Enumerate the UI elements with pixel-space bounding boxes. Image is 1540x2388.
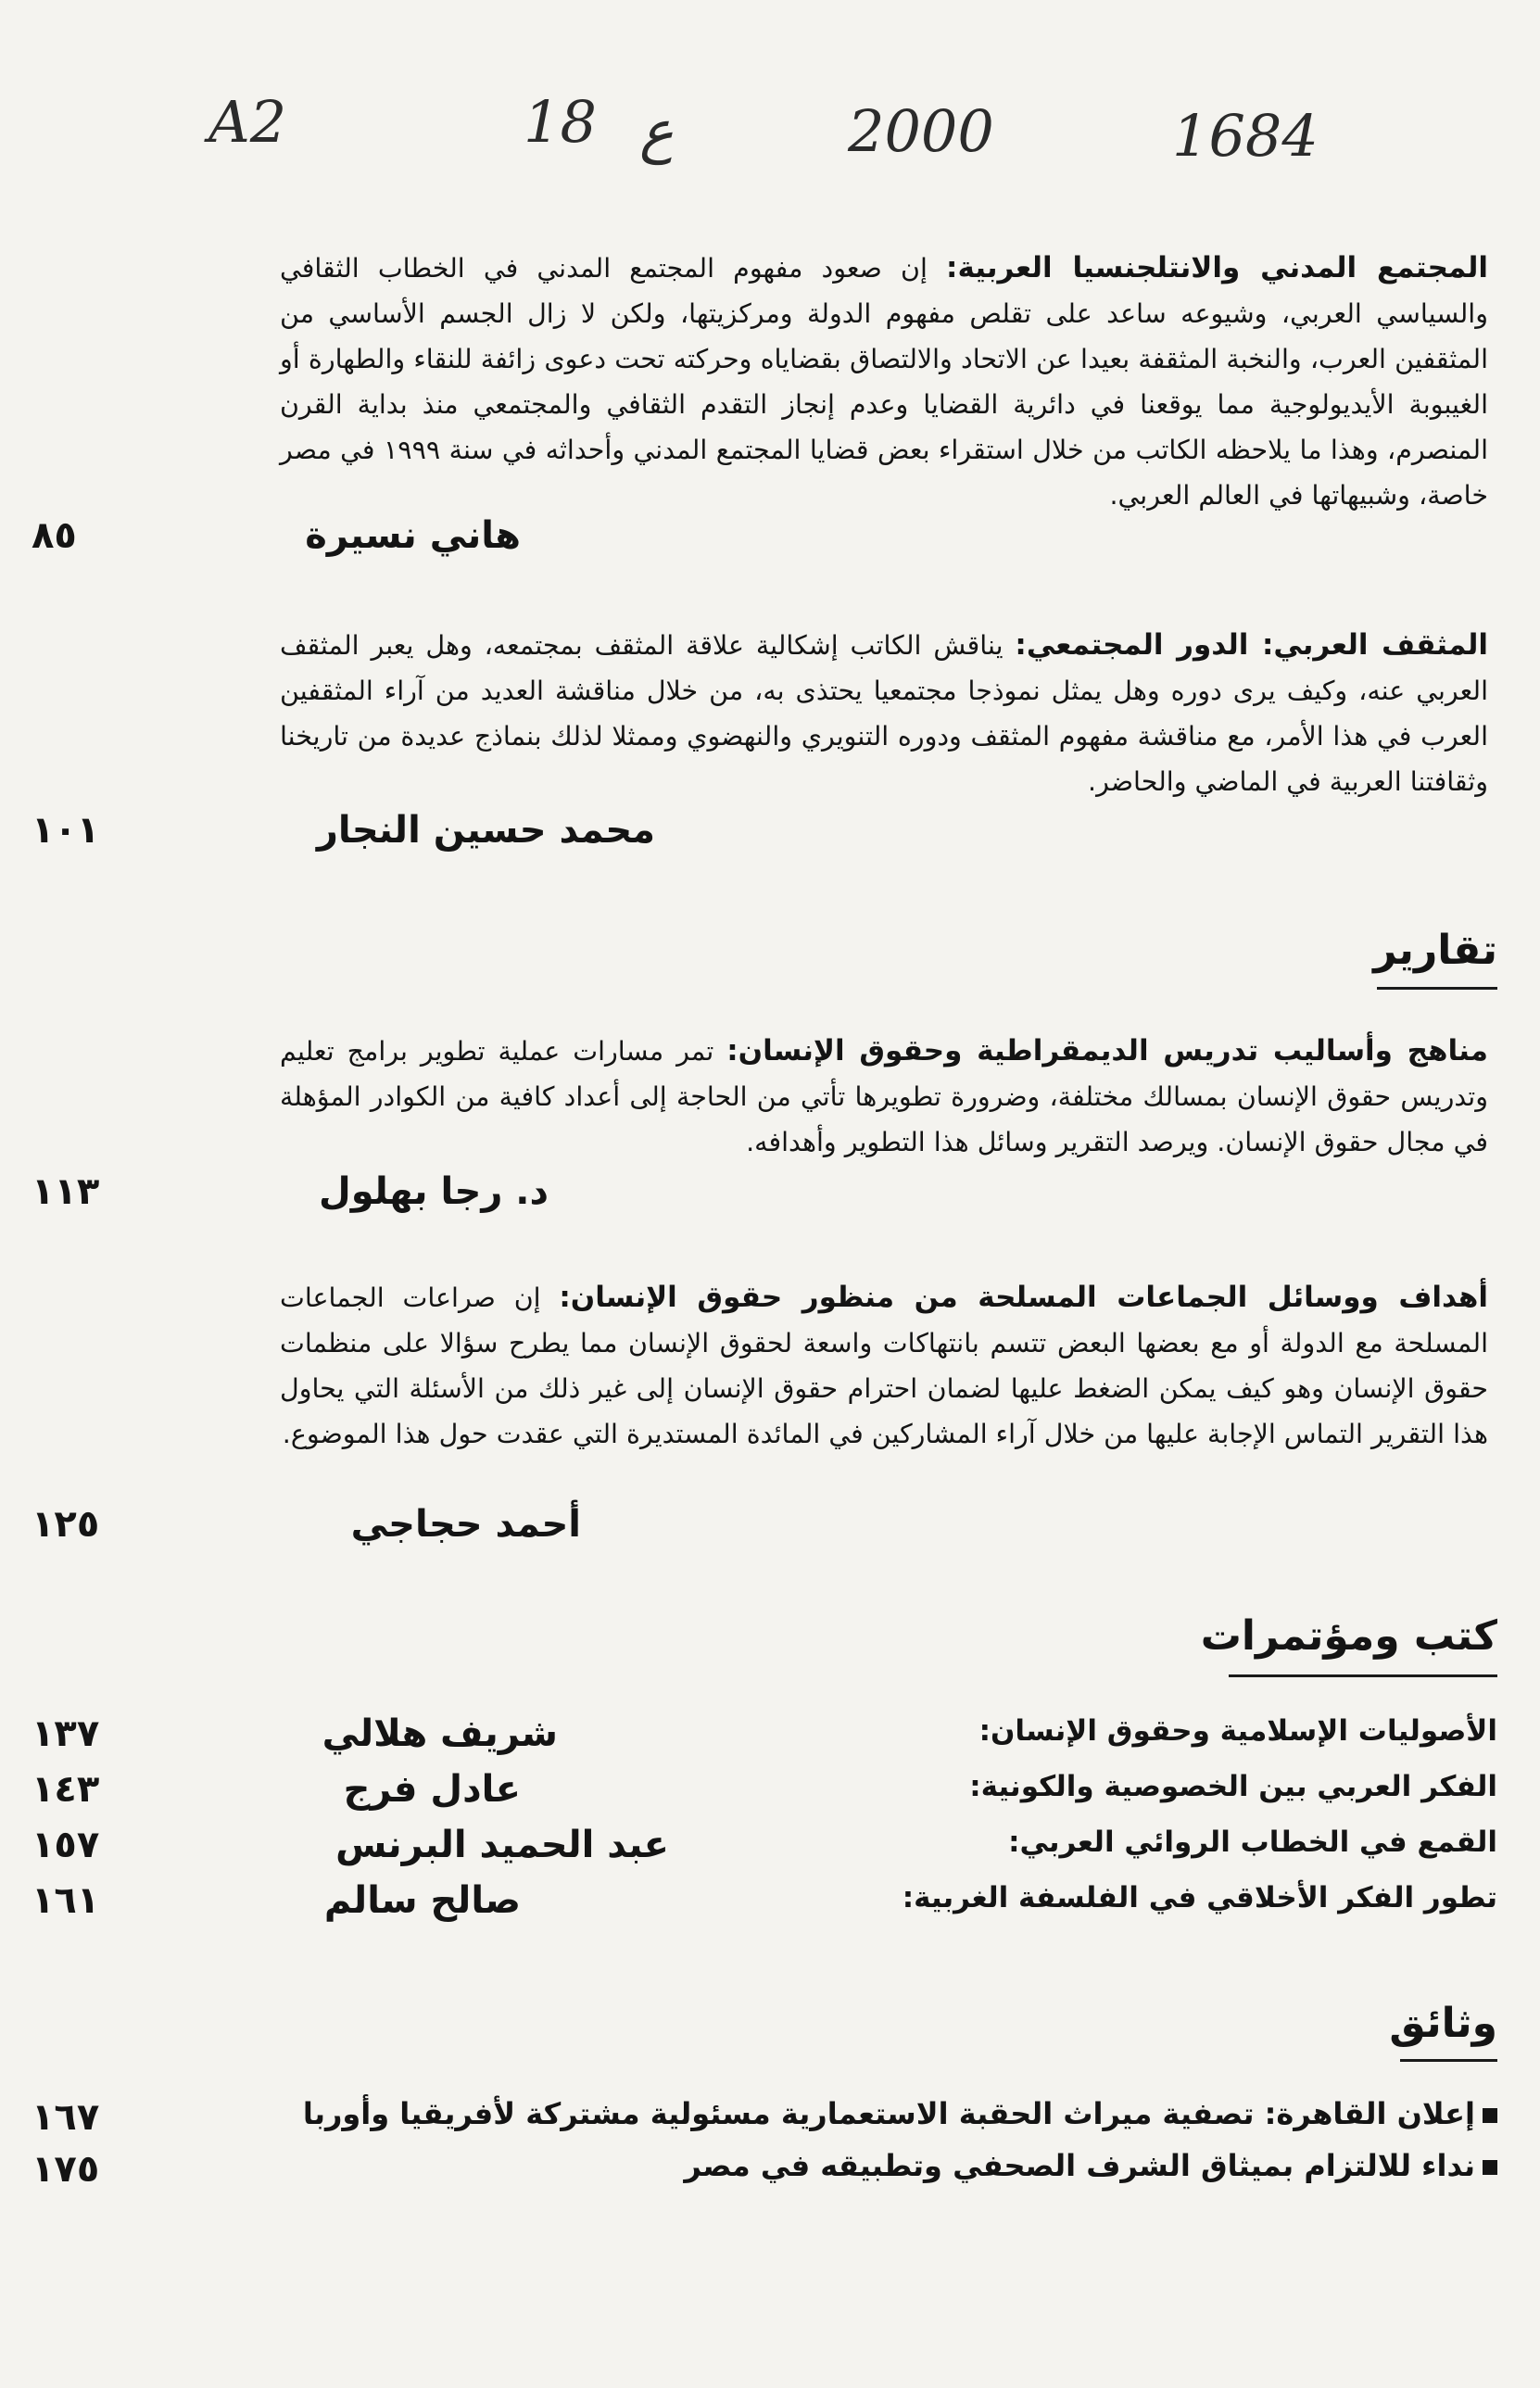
report-summary: تمر مسارات عملية تطوير برامج تعليم وتدريس حقوق الإنسان بمسالك مختلفة، وضرورة تطويرها تأتي من الحاجة إلى أعداد كافية من الكوادر المؤهلة في مجال حقوق الإنسان. ويرصد التقرير وسائل هذا التطوير وأهدافه. xyxy=(280,1036,1488,1157)
handwritten-letter: ع xyxy=(639,97,674,165)
book-author: شريف هلالي xyxy=(322,1712,558,1755)
handwritten-id: 1684 xyxy=(1172,102,1319,170)
book-title: القمع في الخطاب الروائي العربي: xyxy=(1008,1826,1497,1859)
page-number: ١٢٥ xyxy=(32,1503,100,1546)
report-summary: إن صراعات الجماعات المسلحة مع الدولة أو مع بعضها البعض تتسم بانتهاكات واسعة لحقوق الإنسان مما يطرح سؤالا على منظمات حقوق الإنسان وهو كيف يمكن الضغط عليها لضمان احترام حقوق الإنسان إلى غير ذلك من الأسئلة التي يحاول هذا التقرير التماس الإجابة عليها من خلال آراء المشاركين في المائدة المستديرة التي عقدت حول هذا الموضوع. xyxy=(280,1282,1488,1449)
book-author: عبد الحميد البرنس xyxy=(335,1824,669,1866)
report-entry xyxy=(280,1029,1488,1165)
handwritten-number: 18 xyxy=(524,88,597,156)
document-item xyxy=(684,2148,1497,2183)
report-author: أحمد حجاجي xyxy=(350,1503,581,1546)
page-number: ١٦٧ xyxy=(32,2096,100,2139)
book-author: عادل فرج xyxy=(343,1768,521,1811)
report-author: د. رجا بهلول xyxy=(319,1170,549,1213)
page-number: ١٧٥ xyxy=(32,2148,100,2191)
book-title: تطور الفكر الأخلاقي في الفلسفة الغربية: xyxy=(902,1881,1497,1914)
page-number: ١٥٧ xyxy=(32,1824,100,1866)
article-summary: إن صعود مفهوم المجتمع المدني في الخطاب الثقافي والسياسي العربي، وشيوعه ساعد على تقلص مفهوم الدولة ومركزيتها، ولكن لا زال الجسم الأساسي من المثقفين العرب، والنخبة المثقفة بعيدا عن الاتحاد والالتصاق بقضاياه وحركته تحت دعوى زائفة للنقاء والطهارة أو الغيبوبة الأيديولوجية مما يوقعنا في دائرية القضايا وعدم إنجاز التقدم الثقافي والمجتمعي منذ بداية القرن المنصرم، وهذا ما يلاحظه الكاتب من خلال استقراء بعض قضايا المجتمع المدني وأحداثه في سنة ١٩٩٩ في مصر خاصة، وشبيهاتها في العالم العربي. xyxy=(280,253,1488,511)
square-bullet-icon xyxy=(1483,2108,1497,2123)
section-divider xyxy=(1400,2059,1497,2062)
page-number: ١٣٧ xyxy=(32,1712,100,1755)
section-heading-books: كتب ومؤتمرات xyxy=(1200,1612,1497,1660)
book-author: صالح سالم xyxy=(323,1879,521,1922)
article-title: المجتمع المدني والانتلجنسيا العربية: xyxy=(946,251,1488,284)
handwritten-year: 2000 xyxy=(848,97,994,165)
square-bullet-icon xyxy=(1483,2160,1497,2175)
section-divider xyxy=(1229,1674,1497,1677)
page-number: ١٦١ xyxy=(32,1879,100,1922)
page-number: ١٤٣ xyxy=(32,1768,100,1811)
article-entry xyxy=(280,623,1488,804)
book-title: الفكر العربي بين الخصوصية والكونية: xyxy=(969,1770,1497,1803)
report-title: مناهج وأساليب تدريس الديمقراطية وحقوق الإنسان: xyxy=(726,1034,1488,1068)
book-title: الأصوليات الإسلامية وحقوق الإنسان: xyxy=(978,1714,1497,1748)
section-heading-reports: تقارير xyxy=(1373,927,1497,974)
page-number: ١٠١ xyxy=(32,809,100,852)
report-title: أهداف ووسائل الجماعات المسلحة من منظور حقوق الإنسان: xyxy=(559,1281,1489,1314)
document-title: نداء للالتزام بميثاق الشرف الصحفي وتطبيقه في مصر xyxy=(684,2148,1475,2183)
report-entry xyxy=(280,1275,1488,1457)
document-title: إعلان القاهرة: تصفية ميراث الحقبة الاستعمارية مسئولية مشتركة لأفريقيا وأوربا xyxy=(302,2096,1475,2131)
article-author: محمد حسين النجار xyxy=(316,809,655,852)
article-entry xyxy=(280,246,1488,518)
handwritten-code: A2 xyxy=(208,88,287,156)
article-author: هاني نسيرة xyxy=(305,514,521,557)
page-number: ١١٣ xyxy=(32,1170,100,1213)
section-heading-documents: وثائق xyxy=(1389,2000,1497,2047)
article-summary: يناقش الكاتب إشكالية علاقة المثقف بمجتمعه، وهل يعبر المثقف العربي عنه، وكيف يرى دوره وهل يمثل نموذجا مجتمعيا يحتذى به، من خلال مناقشة العديد من آراء المثقفين العرب في هذا الأمر، مع مناقشة مفهوم المثقف ودوره التنويري والنهضوي وممثلا لذلك بنماذج عديدة من تاريخنا وثقافتنا العربية في الماضي والحاضر. xyxy=(280,630,1488,797)
document-item xyxy=(303,2096,1497,2131)
section-divider xyxy=(1377,987,1497,990)
page-number: ٨٥ xyxy=(32,514,77,557)
article-title: المثقف العربي: الدور المجتمعي: xyxy=(1015,628,1489,662)
